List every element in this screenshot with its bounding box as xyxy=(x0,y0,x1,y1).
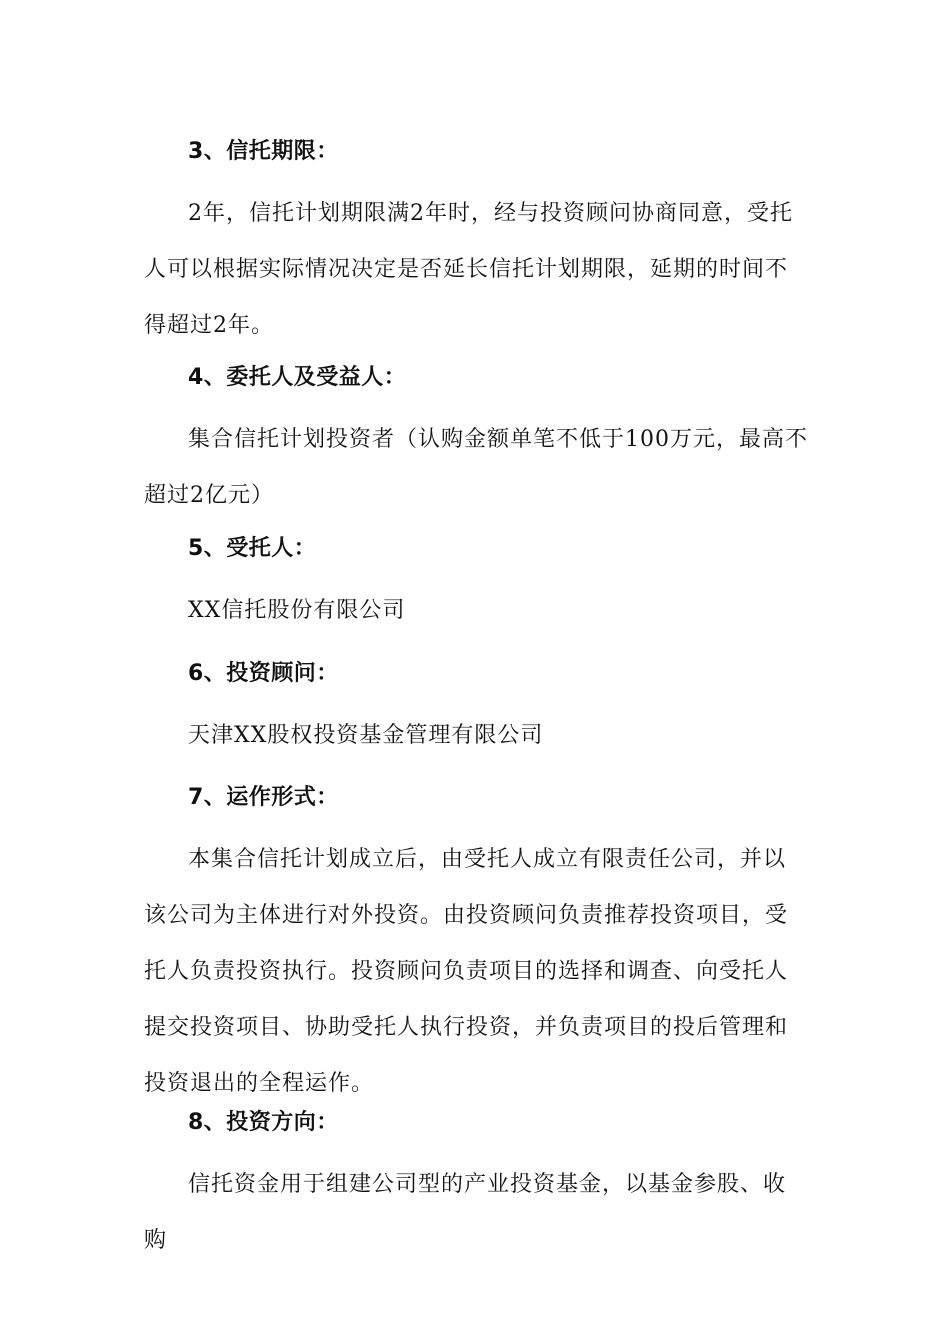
section-body-settlor-beneficiary: 集合信托计划投资者（认购金额单笔不低于100万元，最高不超过2亿元） xyxy=(144,427,808,508)
section-heading-trustee: 5、受托人： xyxy=(188,536,317,561)
section-heading-operation-form: 7、运作形式： xyxy=(188,785,339,810)
section-heading-trust-term: 3、信托期限： xyxy=(188,139,339,164)
section-heading-investment-direction: 8、投资方向： xyxy=(188,1110,339,1135)
section-heading-settlor-beneficiary: 4、委托人及受益人： xyxy=(188,365,407,390)
section-body-operation-form: 本集合信托计划成立后，由受托人成立有限责任公司，并以该公司为主体进行对外投资。由投资顾问负责推荐投资项目，受托人负责投资执行。投资顾问负责项目的选择和调查、向受托人提交投资项目、协助受托人执行投资，并负责项目的投后管理和投资退出的全程运作。 xyxy=(144,847,789,1096)
section-body-trustee: XX信托股份有限公司 xyxy=(188,598,406,623)
section-body-trust-term: 2年，信托计划期限满2年时，经与投资顾问协商同意，受托人可以根据实际情况决定是否延长信托计划期限，延期的时间不得超过2年。 xyxy=(144,201,793,338)
section-body-investment-direction: 信托资金用于组建公司型的产业投资基金，以基金参股、收购 xyxy=(144,1172,787,1253)
section-heading-investment-advisor: 6、投资顾问： xyxy=(188,661,339,686)
section-body-investment-advisor: 天津XX股权投资基金管理有限公司 xyxy=(188,723,544,748)
